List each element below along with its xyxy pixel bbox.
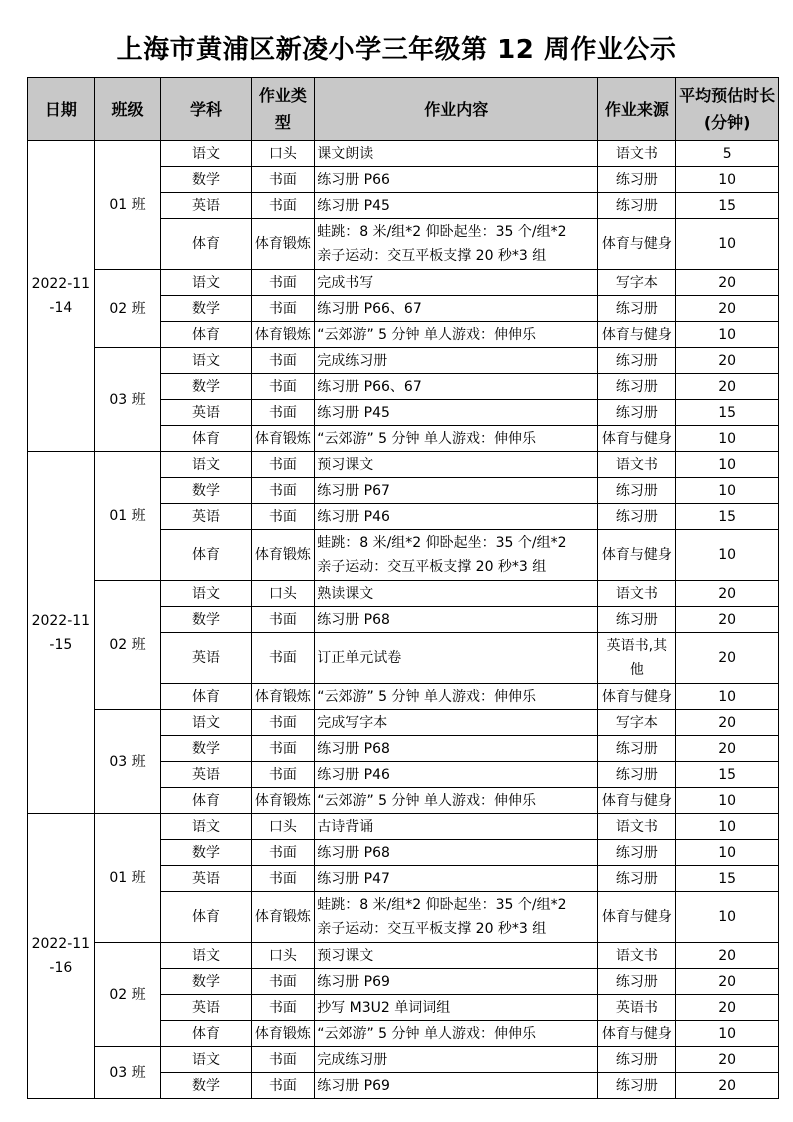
type-cell: 书面 [251, 840, 315, 866]
duration-cell: 20 [676, 969, 779, 995]
type-cell: 书面 [251, 270, 315, 296]
subject-cell: 数学 [161, 607, 251, 633]
duration-cell: 20 [676, 736, 779, 762]
type-cell: 体育锻炼 [251, 892, 315, 943]
table-row [28, 710, 779, 736]
subject-cell: 体育 [161, 892, 251, 943]
type-cell: 书面 [251, 736, 315, 762]
subject-cell: 语文 [161, 1047, 251, 1073]
content-cell: 练习册 P66 [315, 167, 598, 193]
source-cell: 练习册 [598, 167, 676, 193]
type-cell: 书面 [251, 866, 315, 892]
duration-cell: 10 [676, 814, 779, 840]
source-cell: 练习册 [598, 969, 676, 995]
duration-cell: 15 [676, 400, 779, 426]
subject-cell: 语文 [161, 348, 251, 374]
subject-cell: 英语 [161, 762, 251, 788]
table-row [28, 270, 779, 296]
duration-cell: 20 [676, 581, 779, 607]
type-cell: 体育锻炼 [251, 530, 315, 581]
content-cell: 练习册 P66、67 [315, 374, 598, 400]
duration-cell: 10 [676, 322, 779, 348]
source-cell: 练习册 [598, 1047, 676, 1073]
duration-cell: 20 [676, 607, 779, 633]
subject-cell: 体育 [161, 322, 251, 348]
source-cell: 体育与健身 [598, 684, 676, 710]
header-source: 作业来源 [598, 78, 676, 141]
duration-cell: 20 [676, 270, 779, 296]
duration-cell: 20 [676, 995, 779, 1021]
source-cell: 语文书 [598, 943, 676, 969]
duration-cell: 20 [676, 296, 779, 322]
class-cell: 03 班 [94, 1047, 161, 1099]
table-body [28, 141, 779, 1099]
type-cell: 书面 [251, 504, 315, 530]
type-cell: 书面 [251, 478, 315, 504]
class-cell: 02 班 [94, 943, 161, 1047]
subject-cell: 数学 [161, 840, 251, 866]
content-cell: 练习册 P68 [315, 840, 598, 866]
subject-cell: 语文 [161, 452, 251, 478]
subject-cell: 语文 [161, 141, 251, 167]
duration-cell: 5 [676, 141, 779, 167]
header-duration: 平均预估时长(分钟) [676, 78, 779, 141]
subject-cell: 语文 [161, 270, 251, 296]
content-cell: 练习册 P68 [315, 736, 598, 762]
subject-cell: 数学 [161, 736, 251, 762]
subject-cell: 语文 [161, 943, 251, 969]
content-cell: “云郊游” 5 分钟 单人游戏：伸伸乐 [315, 788, 598, 814]
duration-cell: 15 [676, 193, 779, 219]
duration-cell: 15 [676, 762, 779, 788]
content-cell: 蛙跳：8 米/组*2 仰卧起坐：35 个/组*2 亲子运动：交互平板支撑 20 秒*3 组 [315, 219, 598, 270]
type-cell: 体育锻炼 [251, 322, 315, 348]
type-cell: 体育锻炼 [251, 1021, 315, 1047]
content-cell: “云郊游” 5 分钟 单人游戏：伸伸乐 [315, 322, 598, 348]
source-cell: 练习册 [598, 840, 676, 866]
date-cell: 2022-11-15 [28, 452, 95, 814]
class-cell: 01 班 [94, 141, 161, 270]
header-class: 班级 [94, 78, 161, 141]
type-cell: 书面 [251, 633, 315, 684]
content-cell: 练习册 P46 [315, 504, 598, 530]
date-cell: 2022-11-16 [28, 814, 95, 1099]
duration-cell: 10 [676, 788, 779, 814]
content-cell: 熟读课文 [315, 581, 598, 607]
subject-cell: 英语 [161, 193, 251, 219]
content-cell: 练习册 P69 [315, 969, 598, 995]
content-cell: “云郊游” 5 分钟 单人游戏：伸伸乐 [315, 426, 598, 452]
duration-cell: 10 [676, 840, 779, 866]
source-cell: 体育与健身 [598, 530, 676, 581]
type-cell: 书面 [251, 452, 315, 478]
subject-cell: 数学 [161, 374, 251, 400]
content-cell: “云郊游” 5 分钟 单人游戏：伸伸乐 [315, 1021, 598, 1047]
class-cell: 03 班 [94, 710, 161, 814]
type-cell: 书面 [251, 348, 315, 374]
type-cell: 书面 [251, 762, 315, 788]
content-cell: 练习册 P67 [315, 478, 598, 504]
source-cell: 体育与健身 [598, 322, 676, 348]
source-cell: 练习册 [598, 374, 676, 400]
subject-cell: 语文 [161, 710, 251, 736]
subject-cell: 数学 [161, 1073, 251, 1099]
duration-cell: 10 [676, 684, 779, 710]
table-row [28, 1047, 779, 1073]
type-cell: 书面 [251, 995, 315, 1021]
subject-cell: 体育 [161, 530, 251, 581]
source-cell: 语文书 [598, 452, 676, 478]
header-type: 作业类型 [251, 78, 315, 141]
source-cell: 体育与健身 [598, 219, 676, 270]
duration-cell: 20 [676, 374, 779, 400]
content-cell: “云郊游” 5 分钟 单人游戏：伸伸乐 [315, 684, 598, 710]
content-cell: 蛙跳：8 米/组*2 仰卧起坐：35 个/组*2 亲子运动：交互平板支撑 20 秒*3 组 [315, 530, 598, 581]
subject-cell: 体育 [161, 788, 251, 814]
type-cell: 口头 [251, 814, 315, 840]
type-cell: 口头 [251, 581, 315, 607]
subject-cell: 体育 [161, 684, 251, 710]
duration-cell: 10 [676, 892, 779, 943]
subject-cell: 英语 [161, 504, 251, 530]
content-cell: 预习课文 [315, 452, 598, 478]
source-cell: 写字本 [598, 270, 676, 296]
source-cell: 练习册 [598, 866, 676, 892]
subject-cell: 英语 [161, 866, 251, 892]
source-cell: 练习册 [598, 504, 676, 530]
header-subject: 学科 [161, 78, 251, 141]
source-cell: 练习册 [598, 348, 676, 374]
duration-cell: 20 [676, 1073, 779, 1099]
subject-cell: 数学 [161, 296, 251, 322]
type-cell: 书面 [251, 374, 315, 400]
type-cell: 体育锻炼 [251, 219, 315, 270]
class-cell: 03 班 [94, 348, 161, 452]
content-cell: 练习册 P66、67 [315, 296, 598, 322]
duration-cell: 10 [676, 452, 779, 478]
source-cell: 练习册 [598, 762, 676, 788]
type-cell: 书面 [251, 969, 315, 995]
table-row [28, 581, 779, 607]
duration-cell: 10 [676, 219, 779, 270]
type-cell: 口头 [251, 943, 315, 969]
subject-cell: 数学 [161, 969, 251, 995]
source-cell: 体育与健身 [598, 426, 676, 452]
subject-cell: 语文 [161, 581, 251, 607]
subject-cell: 英语 [161, 633, 251, 684]
content-cell: 练习册 P45 [315, 193, 598, 219]
content-cell: 预习课文 [315, 943, 598, 969]
content-cell: 古诗背诵 [315, 814, 598, 840]
table-row [28, 141, 779, 167]
content-cell: 课文朗读 [315, 141, 598, 167]
subject-cell: 体育 [161, 219, 251, 270]
duration-cell: 10 [676, 1021, 779, 1047]
content-cell: 练习册 P47 [315, 866, 598, 892]
content-cell: 完成练习册 [315, 1047, 598, 1073]
source-cell: 体育与健身 [598, 788, 676, 814]
class-cell: 02 班 [94, 270, 161, 348]
type-cell: 书面 [251, 193, 315, 219]
source-cell: 练习册 [598, 736, 676, 762]
class-cell: 02 班 [94, 581, 161, 710]
duration-cell: 20 [676, 710, 779, 736]
source-cell: 练习册 [598, 478, 676, 504]
source-cell: 写字本 [598, 710, 676, 736]
duration-cell: 20 [676, 943, 779, 969]
source-cell: 练习册 [598, 1073, 676, 1099]
table-row [28, 814, 779, 840]
subject-cell: 数学 [161, 167, 251, 193]
date-cell: 2022-11-14 [28, 141, 95, 452]
header-content: 作业内容 [315, 78, 598, 141]
source-cell: 语文书 [598, 814, 676, 840]
subject-cell: 英语 [161, 400, 251, 426]
content-cell: 练习册 P45 [315, 400, 598, 426]
type-cell: 体育锻炼 [251, 788, 315, 814]
class-cell: 01 班 [94, 814, 161, 943]
type-cell: 口头 [251, 141, 315, 167]
homework-table [27, 77, 779, 1099]
type-cell: 书面 [251, 400, 315, 426]
duration-cell: 10 [676, 167, 779, 193]
duration-cell: 10 [676, 478, 779, 504]
subject-cell: 体育 [161, 1021, 251, 1047]
source-cell: 英语书,其他 [598, 633, 676, 684]
source-cell: 练习册 [598, 193, 676, 219]
type-cell: 书面 [251, 1047, 315, 1073]
table-row [28, 943, 779, 969]
source-cell: 练习册 [598, 607, 676, 633]
duration-cell: 20 [676, 1047, 779, 1073]
source-cell: 体育与健身 [598, 892, 676, 943]
subject-cell: 体育 [161, 426, 251, 452]
source-cell: 体育与健身 [598, 1021, 676, 1047]
content-cell: 完成书写 [315, 270, 598, 296]
type-cell: 书面 [251, 1073, 315, 1099]
content-cell: 完成写字本 [315, 710, 598, 736]
content-cell: 练习册 P69 [315, 1073, 598, 1099]
source-cell: 英语书 [598, 995, 676, 1021]
subject-cell: 语文 [161, 814, 251, 840]
content-cell: 订正单元试卷 [315, 633, 598, 684]
type-cell: 书面 [251, 710, 315, 736]
source-cell: 练习册 [598, 400, 676, 426]
table-row [28, 348, 779, 374]
content-cell: 完成练习册 [315, 348, 598, 374]
table-row [28, 452, 779, 478]
type-cell: 体育锻炼 [251, 684, 315, 710]
header-date: 日期 [28, 78, 95, 141]
type-cell: 体育锻炼 [251, 426, 315, 452]
type-cell: 书面 [251, 607, 315, 633]
content-cell: 练习册 P46 [315, 762, 598, 788]
content-cell: 抄写 M3U2 单词词组 [315, 995, 598, 1021]
type-cell: 书面 [251, 167, 315, 193]
subject-cell: 英语 [161, 995, 251, 1021]
source-cell: 语文书 [598, 141, 676, 167]
duration-cell: 20 [676, 348, 779, 374]
page-title: 上海市黄浦区新凌小学三年级第 12 周作业公示 [116, 35, 677, 65]
duration-cell: 15 [676, 504, 779, 530]
content-cell: 练习册 P68 [315, 607, 598, 633]
duration-cell: 15 [676, 866, 779, 892]
duration-cell: 10 [676, 530, 779, 581]
type-cell: 书面 [251, 296, 315, 322]
header-row [28, 78, 779, 141]
source-cell: 语文书 [598, 581, 676, 607]
duration-cell: 20 [676, 633, 779, 684]
duration-cell: 10 [676, 426, 779, 452]
source-cell: 练习册 [598, 296, 676, 322]
content-cell: 蛙跳：8 米/组*2 仰卧起坐：35 个/组*2 亲子运动：交互平板支撑 20 秒*3 组 [315, 892, 598, 943]
subject-cell: 数学 [161, 478, 251, 504]
class-cell: 01 班 [94, 452, 161, 581]
